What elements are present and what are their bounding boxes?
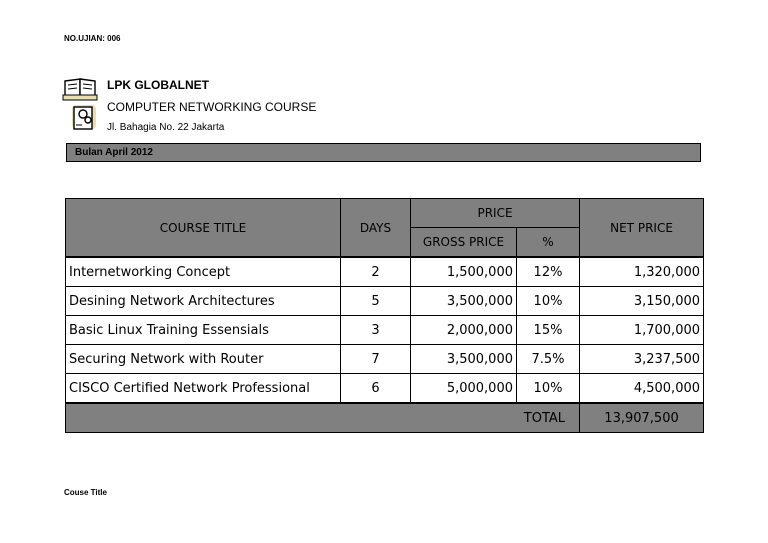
cell-net: 1,320,000	[580, 257, 704, 287]
cell-gross: 1,500,000	[411, 257, 517, 287]
cell-days: 2	[341, 257, 411, 287]
cell-gross: 3,500,000	[411, 287, 517, 316]
cell-days: 6	[341, 374, 411, 404]
header-gross-price: GROSS PRICE	[411, 228, 517, 258]
company-address: Jl. Bahagia No. 22 Jakarta	[107, 122, 225, 133]
cell-title: Securing Network with Router	[66, 345, 341, 374]
cell-pct: 10%	[517, 374, 580, 404]
cell-gross: 5,000,000	[411, 374, 517, 404]
table-row	[66, 374, 704, 404]
cell-gross: 2,000,000	[411, 316, 517, 345]
header-net-price: NET PRICE	[580, 199, 704, 258]
course-name: COMPUTER NETWORKING COURSE	[107, 100, 317, 114]
cell-days: 5	[341, 287, 411, 316]
cell-days: 3	[341, 316, 411, 345]
total-label: TOTAL	[66, 403, 580, 433]
cell-title: Basic Linux Training Essensials	[66, 316, 341, 345]
cell-pct: 15%	[517, 316, 580, 345]
header-price: PRICE	[411, 199, 580, 228]
cell-net: 4,500,000	[580, 374, 704, 404]
table-row	[66, 345, 704, 374]
cell-pct: 12%	[517, 257, 580, 287]
cell-title: Desining Network Architectures	[66, 287, 341, 316]
cell-title: Internetworking Concept	[66, 257, 341, 287]
footer-label: Couse Title	[64, 488, 107, 497]
total-row	[66, 403, 704, 433]
exam-number: NO.UJIAN: 006	[64, 34, 121, 43]
cell-title: CISCO Certified Network Professional	[66, 374, 341, 404]
table-row	[66, 316, 704, 345]
table-row	[66, 257, 704, 287]
table-row	[66, 287, 704, 316]
cell-days: 7	[341, 345, 411, 374]
total-value: 13,907,500	[580, 403, 704, 433]
header-days: DAYS	[341, 199, 411, 258]
month-label: Bulan April 2012	[75, 147, 153, 158]
books-and-gears-icon	[62, 75, 102, 133]
cell-pct: 7.5%	[517, 345, 580, 374]
cell-net: 3,237,500	[580, 345, 704, 374]
cell-net: 1,700,000	[580, 316, 704, 345]
header-course-title: COURSE TITLE	[66, 199, 341, 258]
cell-net: 3,150,000	[580, 287, 704, 316]
cell-gross: 3,500,000	[411, 345, 517, 374]
company-name: LPK GLOBALNET	[107, 78, 209, 92]
price-table	[65, 198, 704, 433]
month-bar	[66, 143, 701, 162]
header-percent: %	[517, 228, 580, 258]
cell-pct: 10%	[517, 287, 580, 316]
